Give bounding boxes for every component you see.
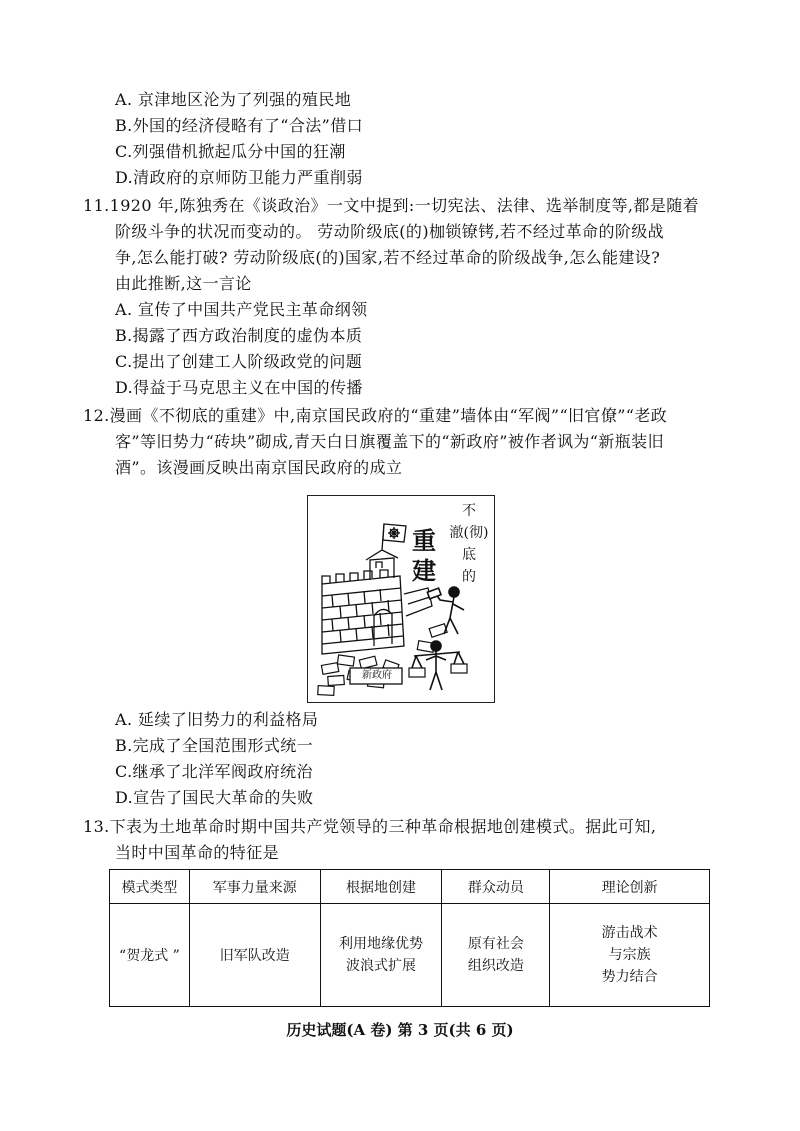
q12-option-a: A. 延续了旧势力的利益格局 <box>115 710 319 729</box>
base-creation-line: 波浪式扩展 <box>346 958 417 974</box>
table-header-row <box>110 870 710 904</box>
cartoon-subtitle-char-2: 澈(彻) <box>449 525 489 541</box>
theory-innovation-cell <box>550 904 710 1007</box>
cartoon-subtitle <box>445 500 493 588</box>
mass-mobilization-line: 组织改造 <box>467 958 524 974</box>
cartoon-subtitle-char-1: 不 <box>462 503 476 519</box>
military-source-cell: 旧军队改造 <box>189 904 320 1007</box>
base-area-modes-table <box>109 869 710 1007</box>
theory-innovation-line: 游击战术 <box>601 925 658 941</box>
reconstruction-cartoon <box>307 495 495 703</box>
q11-option-a: A. 宣传了中国共产党民主革命纲领 <box>115 300 368 319</box>
q11-stem-line-1: 11.1920 年,陈独秀在《谈政治》一文中提到:一切宪法、法律、选举制度等,都是随着 <box>83 196 700 215</box>
mass-mobilization-cell <box>442 904 550 1007</box>
table-header-cell: 军事力量来源 <box>189 870 320 904</box>
q12-stem-line-3: 酒”。该漫画反映出南京国民政府的成立 <box>115 458 403 477</box>
q13-stem-line-2: 当时中国革命的特征是 <box>115 843 280 862</box>
q11-option-b: B.揭露了西方政治制度的虚伪本质 <box>115 326 363 345</box>
q11-stem-line-3: 争,怎么能打破? 劳动阶级底(的)国家,若不经过革命的阶级战争,怎么能建设? <box>115 248 661 267</box>
q10-option-b: B.外国的经济侵略有了“合法”借口 <box>115 116 364 135</box>
q11-stem-line-2: 阶级斗争的状况而变动的。 劳动阶级底(的)枷锁镣铐,若不经过革命的阶级战 <box>115 222 665 241</box>
page-footer: 历史试题(A 卷) 第 3 页(共 6 页) <box>286 1021 514 1039</box>
cartoon-subtitle-char-4: 的 <box>462 569 476 585</box>
q10-option-c: C.列强借机掀起瓜分中国的狂潮 <box>115 142 346 161</box>
mode-type-cell: “贺龙式 ” <box>110 904 190 1007</box>
table-header-cell: 根据地创建 <box>320 870 442 904</box>
table-header-cell: 群众动员 <box>442 870 550 904</box>
q11-option-d: D.得益于马克思主义在中国的传播 <box>115 378 363 397</box>
table-header-cell: 理论创新 <box>550 870 710 904</box>
theory-innovation-line: 与宗族 <box>608 947 651 963</box>
q11-stem-line-4: 由此推断,这一言论 <box>115 274 252 293</box>
q10-option-d: D.清政府的京师防卫能力严重削弱 <box>115 168 363 187</box>
base-creation-cell <box>320 904 442 1007</box>
q12-stem-line-1: 12.漫画《不彻底的重建》中,南京国民政府的“重建”墙体由“军阀”“旧官僚”“老政 <box>83 406 668 425</box>
q13-stem-line-1: 13.下表为土地革命时期中国共产党领导的三种革命根据地创建模式。据此可知, <box>83 817 657 836</box>
table-row <box>110 904 710 1007</box>
base-creation-line: 利用地缘优势 <box>339 936 424 952</box>
cartoon-title: 重建 <box>412 526 436 585</box>
table-header-cell: 模式类型 <box>110 870 190 904</box>
theory-innovation-line: 势力结合 <box>601 969 658 985</box>
cartoon-subtitle-char-3: 底 <box>462 547 476 563</box>
q12-option-c: C.继承了北洋军阀政府统治 <box>115 762 313 781</box>
q12-option-b: B.完成了全国范围形式统一 <box>115 736 314 755</box>
q12-stem-line-2: 客”等旧势力“砖块”砌成,青天白日旗覆盖下的“新政府”被作者讽为“新瓶装旧 <box>115 432 664 451</box>
q11-option-c: C.提出了创建工人阶级政党的问题 <box>115 352 363 371</box>
cartoon-sign-text: 新政府 <box>362 670 392 681</box>
q12-option-d: D.宣告了国民大革命的失败 <box>115 788 314 807</box>
mass-mobilization-line: 原有社会 <box>467 936 524 952</box>
q10-option-a: A. 京津地区沦为了列强的殖民地 <box>115 90 352 109</box>
